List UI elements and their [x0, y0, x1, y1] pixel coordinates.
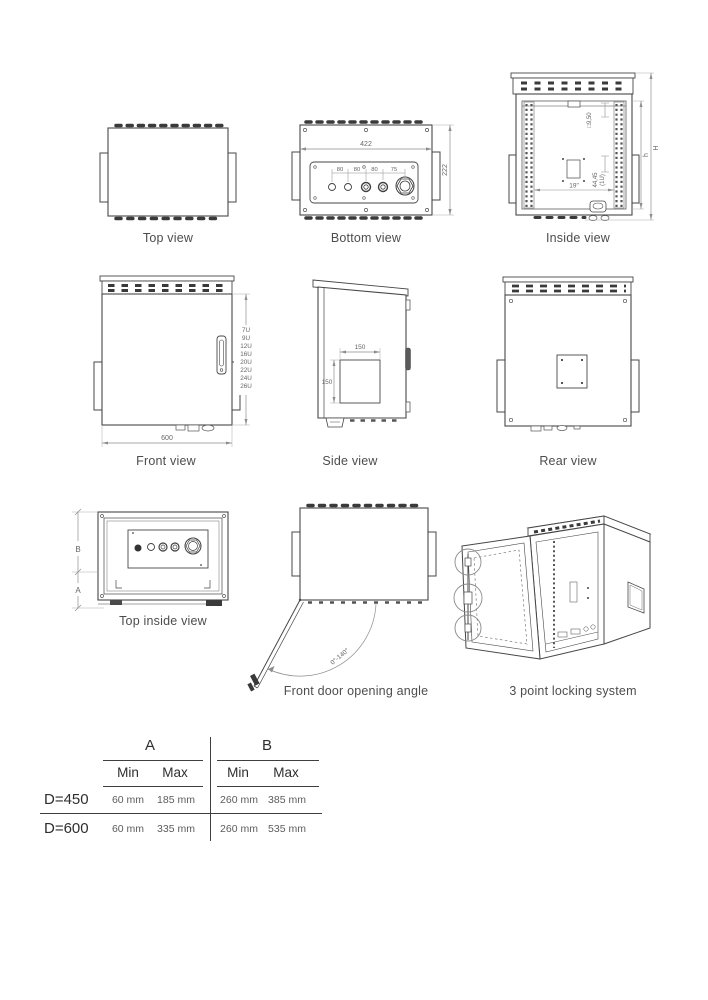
table-sub-max-a: Max [162, 765, 188, 780]
table-cell: 260 mm [220, 823, 258, 835]
front-view [88, 266, 273, 456]
svg-text:0°-140°: 0°-140° [329, 647, 351, 667]
svg-text:80: 80 [371, 167, 378, 173]
svg-text:9U: 9U [241, 335, 251, 342]
table-sub-min-a: Min [117, 765, 139, 780]
open-door [247, 599, 303, 692]
svg-text:20U: 20U [240, 359, 252, 366]
door-angle-caption: Front door opening angle [283, 684, 429, 698]
table-rule [217, 786, 319, 787]
table-cell: 185 mm [157, 794, 195, 806]
top-view-drawing [86, 110, 246, 228]
svg-text:150: 150 [321, 379, 333, 386]
table-divider [210, 737, 211, 841]
open-door-iso [462, 536, 540, 659]
svg-text:7U: 7U [241, 327, 251, 334]
table-cell: 385 mm [268, 794, 306, 806]
inside-view [495, 60, 685, 238]
front-view-drawing [88, 266, 273, 456]
svg-text:75: 75 [390, 167, 398, 173]
table-cell: 335 mm [157, 823, 195, 835]
angle-arc [268, 604, 376, 676]
side-view-caption: Side view [322, 454, 378, 468]
door-angle-view [238, 494, 463, 714]
svg-text:12U: 12U [240, 343, 252, 350]
table-row-label: D=600 [44, 820, 89, 837]
bottom-view-drawing [288, 105, 463, 235]
rear-view-caption: Rear view [539, 454, 597, 468]
rear-view [486, 266, 666, 458]
table-cell: 535 mm [268, 823, 306, 835]
side-view-drawing [288, 266, 438, 456]
svg-text:16U: 16U [240, 351, 252, 358]
svg-text:24U: 24U [240, 375, 252, 382]
svg-text:A: A [75, 586, 81, 595]
bottom-view [288, 105, 463, 235]
table-cell: 60 mm [111, 823, 145, 835]
table-row-label: D=450 [44, 791, 89, 808]
locking-system-caption: 3 point locking system [509, 684, 637, 698]
table-rule [40, 813, 322, 814]
svg-text:422: 422 [360, 141, 372, 148]
rear-view-drawing [486, 266, 666, 458]
inside-view-drawing [495, 60, 685, 238]
side-view [288, 266, 438, 456]
svg-text:44,45: 44,45 [593, 172, 599, 188]
dim-b [72, 509, 98, 575]
top-view [86, 110, 246, 228]
locking-system-view [438, 496, 673, 676]
svg-text:h: h [643, 153, 650, 157]
svg-text:80: 80 [353, 167, 361, 173]
table-rule [217, 760, 319, 761]
table-group-b: B [261, 737, 272, 754]
svg-text:600: 600 [161, 435, 173, 442]
bottom-view-caption: Bottom view [330, 231, 402, 245]
svg-text:□9,50: □9,50 [587, 112, 593, 128]
table-sub-max-b: Max [273, 765, 299, 780]
svg-text:26U: 26U [240, 383, 252, 390]
table-rule [103, 760, 203, 761]
svg-text:222: 222 [442, 164, 449, 176]
locking-system-drawing [438, 496, 673, 676]
svg-text:(1U): (1U) [600, 174, 606, 186]
door-handle [217, 336, 226, 374]
svg-text:B: B [75, 545, 81, 554]
front-view-caption: Front view [136, 454, 196, 468]
top-view-caption: Top view [142, 231, 194, 245]
svg-text:80: 80 [336, 167, 344, 173]
table-sub-min-b: Min [227, 765, 249, 780]
svg-text:22U: 22U [240, 367, 252, 374]
table-group-a: A [144, 737, 155, 754]
table-cell: 260 mm [220, 794, 258, 806]
svg-text:19": 19" [569, 182, 579, 190]
inside-view-caption: Inside view [545, 231, 611, 245]
table-rule [103, 786, 203, 787]
svg-text:150: 150 [354, 344, 366, 351]
svg-text:H: H [653, 145, 660, 151]
top-inside-view-caption: Top inside view [119, 614, 207, 628]
door-angle-drawing [238, 494, 463, 714]
table-cell: 60 mm [111, 794, 145, 806]
